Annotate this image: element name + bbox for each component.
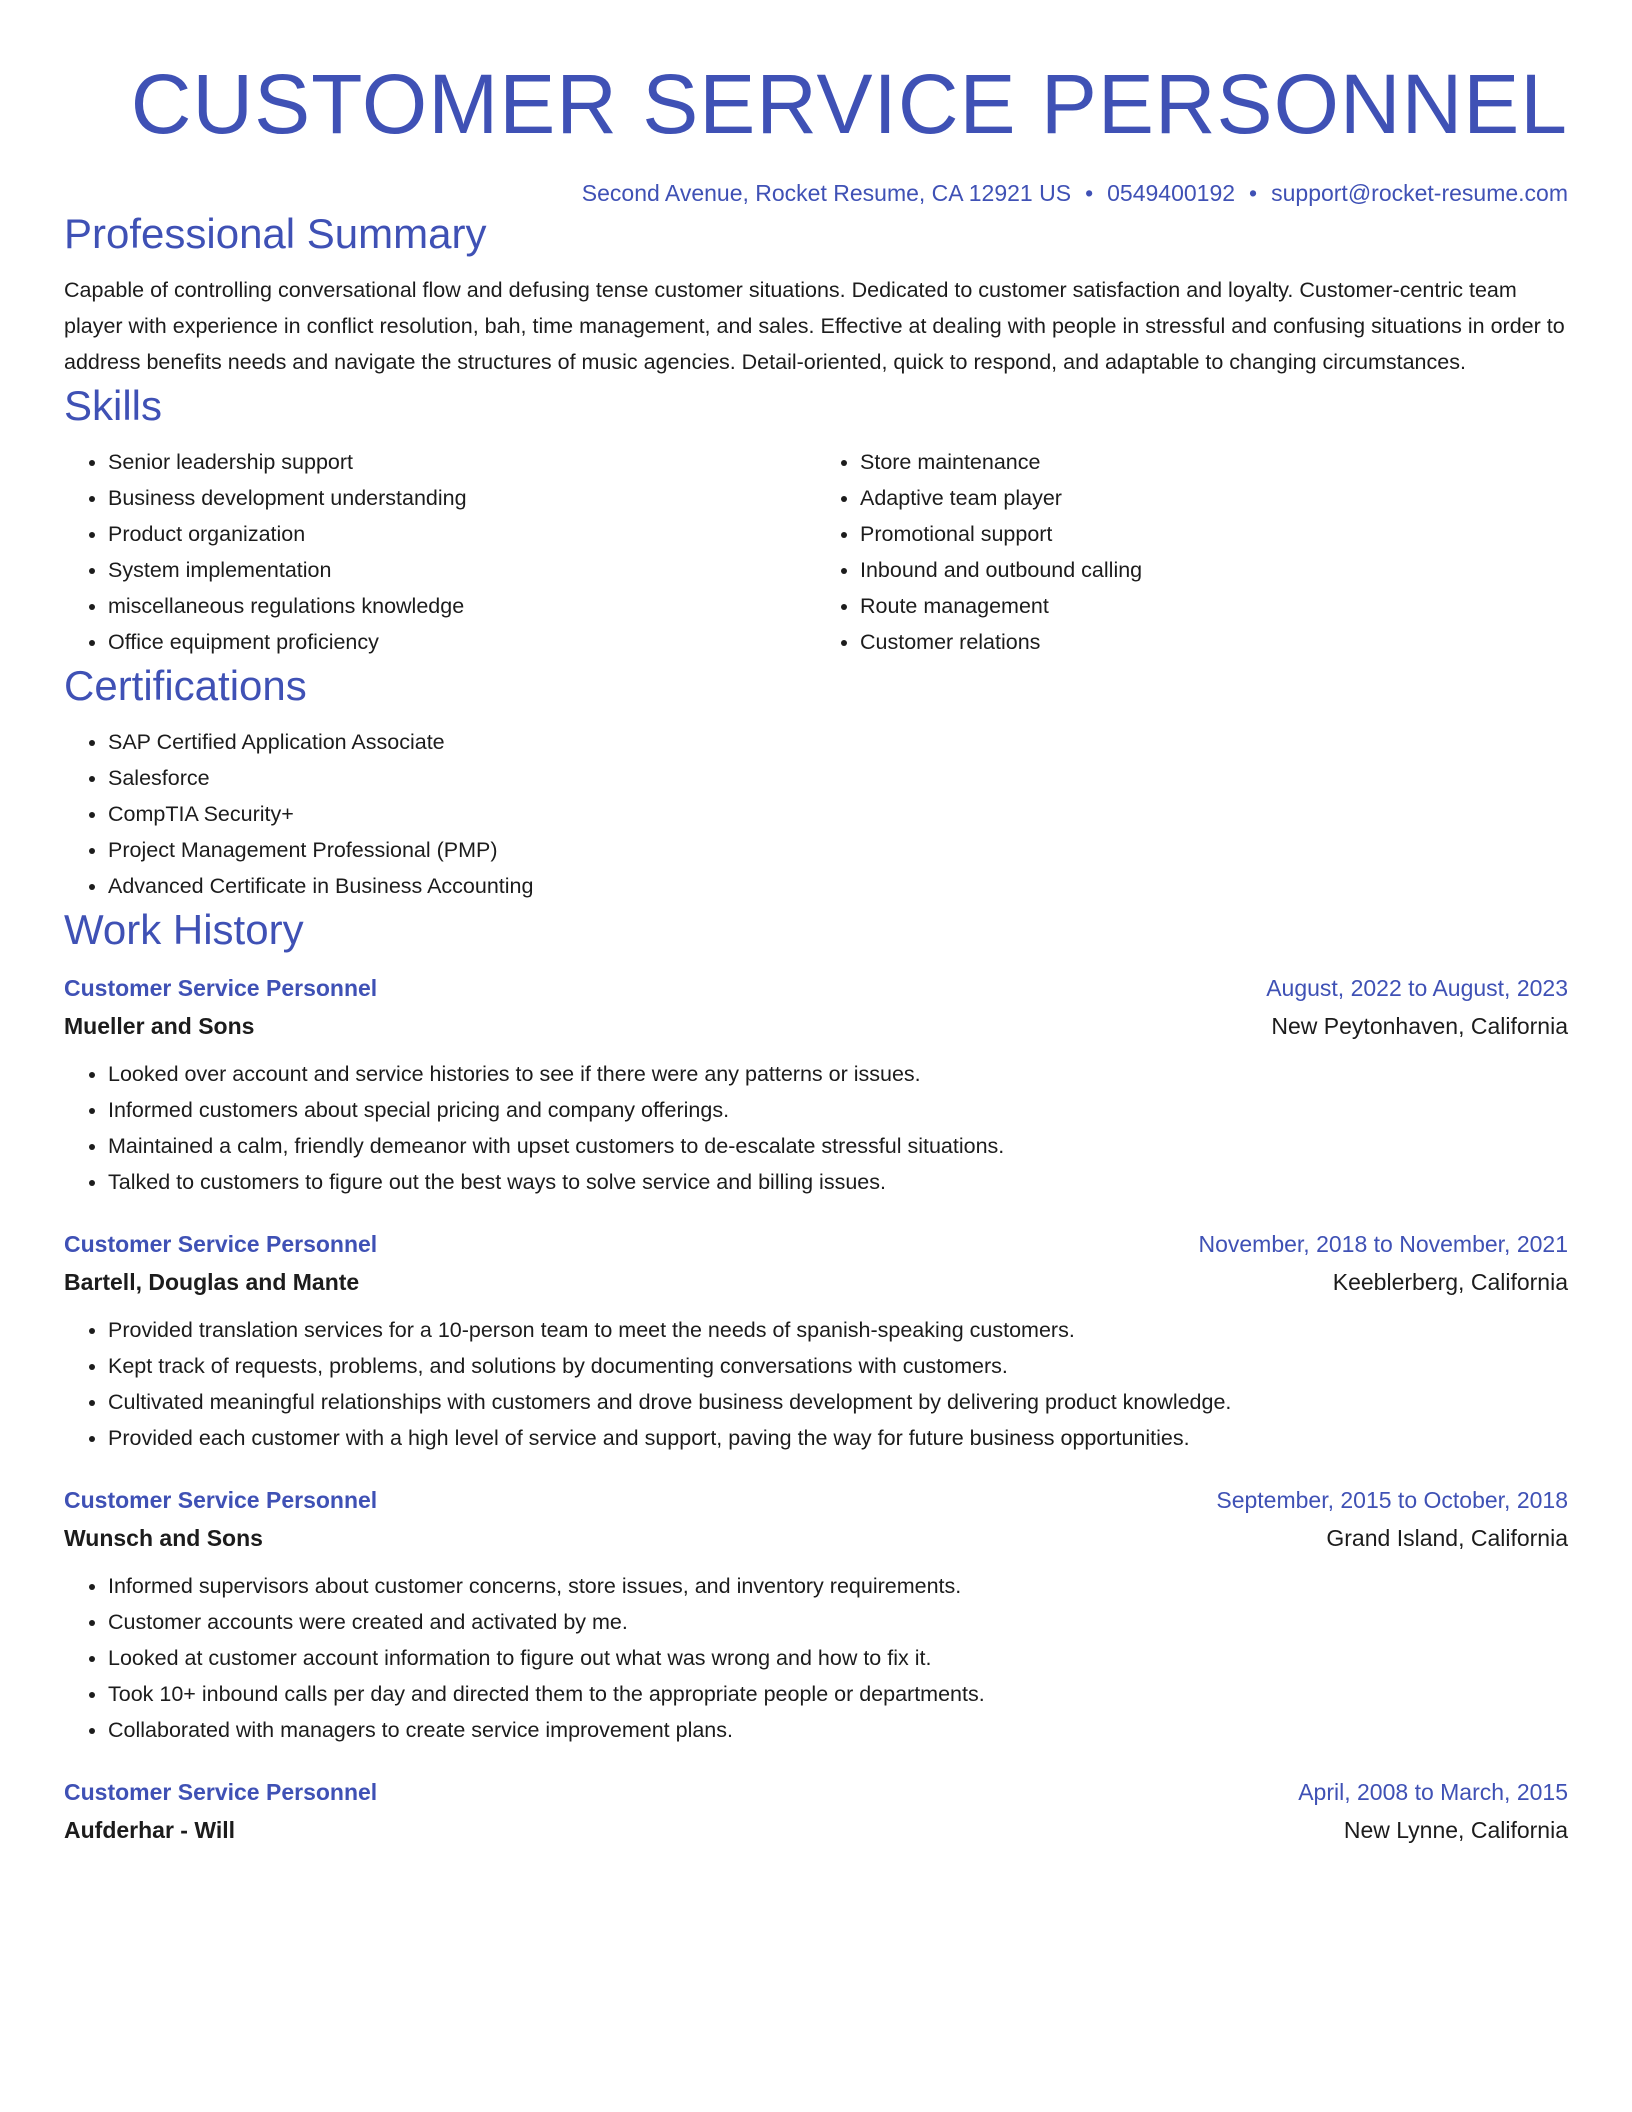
job-duty: • Informed supervisors about customer concerns, store issues, and inventory requirements. [108, 1568, 1568, 1604]
job-duty: • Customer accounts were created and activated by me. [108, 1604, 1568, 1640]
job-duties-list [64, 1056, 1568, 1200]
contact-separator: • [1085, 180, 1094, 206]
skill-item: • Senior leadership support [108, 444, 816, 480]
job-company-row [64, 1810, 1568, 1850]
certification-item: • Project Management Professional (PMP) [108, 832, 1568, 868]
job-duty: • Informed customers about special pricing and company offerings. [108, 1092, 1568, 1128]
job-entry [64, 1774, 1568, 1850]
job-location: Keeblerberg, California [1332, 1269, 1568, 1295]
job-dates: August, 2022 to August, 2023 [1266, 975, 1568, 1001]
job-duty: • Cultivated meaningful relationships with customers and drove business development by delivering product knowledge. [108, 1384, 1568, 1420]
job-duty: • Looked at customer account information to figure out what was wrong and how to fix it. [108, 1640, 1568, 1676]
job-dates: September, 2015 to October, 2018 [1216, 1487, 1568, 1513]
certification-item: • CompTIA Security+ [108, 796, 1568, 832]
certification-item: • Advanced Certificate in Business Accounting [108, 868, 1568, 904]
job-company-row [64, 1518, 1568, 1558]
candidate-name: CUSTOMER SERVICE PERSONNEL [130, 57, 1568, 151]
job-location: Grand Island, California [1326, 1525, 1568, 1551]
job-location: New Lynne, California [1343, 1817, 1568, 1843]
resume-header [64, 0, 1568, 208]
contact-line [64, 178, 1568, 208]
certification-item: • SAP Certified Application Associate [108, 724, 1568, 760]
skills-heading: Skills [64, 382, 163, 429]
skill-item: • miscellaneous regulations knowledge [108, 588, 816, 624]
skills-columns [64, 444, 1568, 660]
skill-item: • Inbound and outbound calling [860, 552, 1568, 588]
job-duty: • Maintained a calm, friendly demeanor with upset customers to de-escalate stressful situations. [108, 1128, 1568, 1164]
work-history-heading: Work History [64, 906, 304, 953]
summary-heading: Professional Summary [64, 210, 487, 257]
job-duty: • Collaborated with managers to create service improvement plans. [108, 1712, 1568, 1748]
skills-list-left [64, 444, 816, 660]
resume-page [64, 0, 1568, 1850]
skill-item: • Business development understanding [108, 480, 816, 516]
contact-address: Second Avenue, Rocket Resume, CA 12921 US [581, 180, 1072, 206]
job-entry [64, 970, 1568, 1200]
job-entry [64, 1482, 1568, 1748]
skill-item: • Store maintenance [860, 444, 1568, 480]
certifications-heading: Certifications [64, 662, 307, 709]
job-dates: April, 2008 to March, 2015 [1298, 1779, 1568, 1805]
skill-item: • Office equipment proficiency [108, 624, 816, 660]
job-company-row [64, 1006, 1568, 1046]
job-title: Customer Service Personnel [64, 975, 378, 1001]
skill-item: • Customer relations [860, 624, 1568, 660]
job-header-row [64, 970, 1568, 1006]
job-entry [64, 1226, 1568, 1456]
job-duty: • Provided each customer with a high level of service and support, paving the way for future business opportunities. [108, 1420, 1568, 1456]
job-duty: • Took 10+ inbound calls per day and directed them to the appropriate people or departments. [108, 1676, 1568, 1712]
job-location: New Peytonhaven, California [1271, 1013, 1568, 1039]
skill-item: • System implementation [108, 552, 816, 588]
job-duties-list [64, 1568, 1568, 1748]
skill-item: • Adaptive team player [860, 480, 1568, 516]
job-duty: • Looked over account and service histories to see if there were any patterns or issues. [108, 1056, 1568, 1092]
skills-list-right [816, 444, 1568, 660]
job-title: Customer Service Personnel [64, 1487, 378, 1513]
job-company: Mueller and Sons [64, 1013, 255, 1039]
summary-text: Capable of controlling conversational flow and defusing tense customer situations. Dedicated to customer satisfaction and loyalty. Customer-centric team player with experience in conflict resolution, bah, time management, and sales. Effective at dealing with people in stressful and confusing situations in order to address benefits needs and navigate the structures of music agencies. Detail-oriented, quick to respond, and adaptable to changing circumstances. [64, 278, 1565, 374]
certifications-list [64, 724, 1568, 904]
certification-item: • Salesforce [108, 760, 1568, 796]
job-header-row [64, 1774, 1568, 1810]
skill-item: • Product organization [108, 516, 816, 552]
job-dates: November, 2018 to November, 2021 [1198, 1231, 1568, 1257]
job-duty: • Kept track of requests, problems, and solutions by documenting conversations with customers. [108, 1348, 1568, 1384]
job-header-row [64, 1482, 1568, 1518]
contact-separator: • [1249, 180, 1258, 206]
job-company: Aufderhar - Will [64, 1817, 236, 1843]
skill-item: • Promotional support [860, 516, 1568, 552]
job-company-row [64, 1262, 1568, 1302]
job-header-row [64, 1226, 1568, 1262]
job-title: Customer Service Personnel [64, 1231, 378, 1257]
contact-phone: 0549400192 [1107, 180, 1236, 206]
job-duties-list [64, 1312, 1568, 1456]
job-title: Customer Service Personnel [64, 1779, 378, 1805]
job-company: Wunsch and Sons [64, 1525, 263, 1551]
job-company: Bartell, Douglas and Mante [64, 1269, 360, 1295]
contact-email: support@rocket-resume.com [1271, 180, 1568, 206]
skill-item: • Route management [860, 588, 1568, 624]
job-duty: • Provided translation services for a 10-person team to meet the needs of spanish-speaking customers. [108, 1312, 1568, 1348]
job-duty: • Talked to customers to figure out the best ways to solve service and billing issues. [108, 1164, 1568, 1200]
